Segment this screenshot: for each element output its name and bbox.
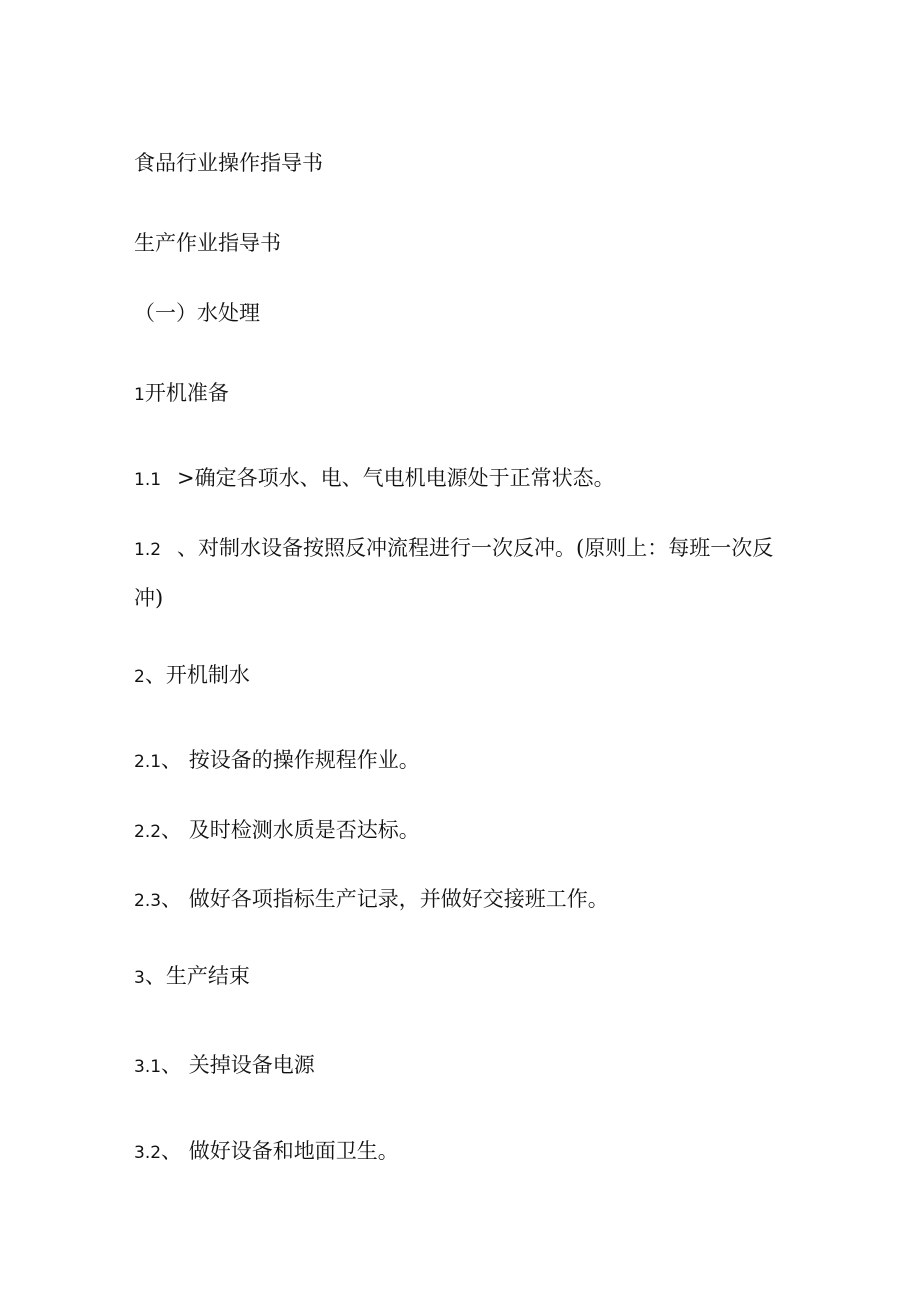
list-item [134, 1136, 399, 1168]
item-text: >确定各项水、电、气电机电源处于正常状态。 [177, 466, 615, 490]
item-text: 、对制水设备按照反冲流程进行一次反冲。(原则上：每班一次反冲) [134, 536, 774, 610]
document-title: 食品行业操作指导书 [134, 151, 323, 175]
item-text: 、生产结束 [144, 964, 250, 988]
item-number: 1.2 [134, 540, 162, 560]
item-text: 、 关掉设备电源 [161, 1053, 315, 1077]
item-text: 、开机制水 [144, 663, 250, 687]
list-item [134, 660, 250, 692]
list-item [134, 463, 615, 495]
item-text: 、 按设备的操作规程作业。 [161, 748, 420, 772]
item-number: 2 [134, 667, 145, 687]
item-number: 1.1 [134, 470, 162, 490]
item-text: 、 做好设备和地面卫生。 [161, 1139, 399, 1163]
list-item [134, 745, 420, 777]
list-item [134, 524, 794, 622]
item-number: 1 [134, 385, 145, 405]
list-item [134, 884, 609, 916]
list-item [134, 815, 420, 847]
item-text: 、 做好各项指标生产记录，并做好交接班工作。 [161, 887, 609, 911]
item-number: 3.1 [134, 1057, 162, 1077]
item-number: 2.3 [134, 891, 162, 911]
item-number: 3.2 [134, 1143, 162, 1163]
list-item [134, 1050, 315, 1082]
item-text: 开机准备 [144, 381, 229, 405]
list-item [134, 961, 250, 993]
item-number: 3 [134, 968, 145, 988]
item-number: 2.2 [134, 822, 162, 842]
document-subtitle: 生产作业指导书 [134, 231, 281, 255]
section-heading: （一）水处理 [134, 301, 260, 325]
item-text: 、 及时检测水质是否达标。 [161, 818, 420, 842]
list-item [134, 378, 229, 410]
item-number: 2.1 [134, 752, 162, 772]
